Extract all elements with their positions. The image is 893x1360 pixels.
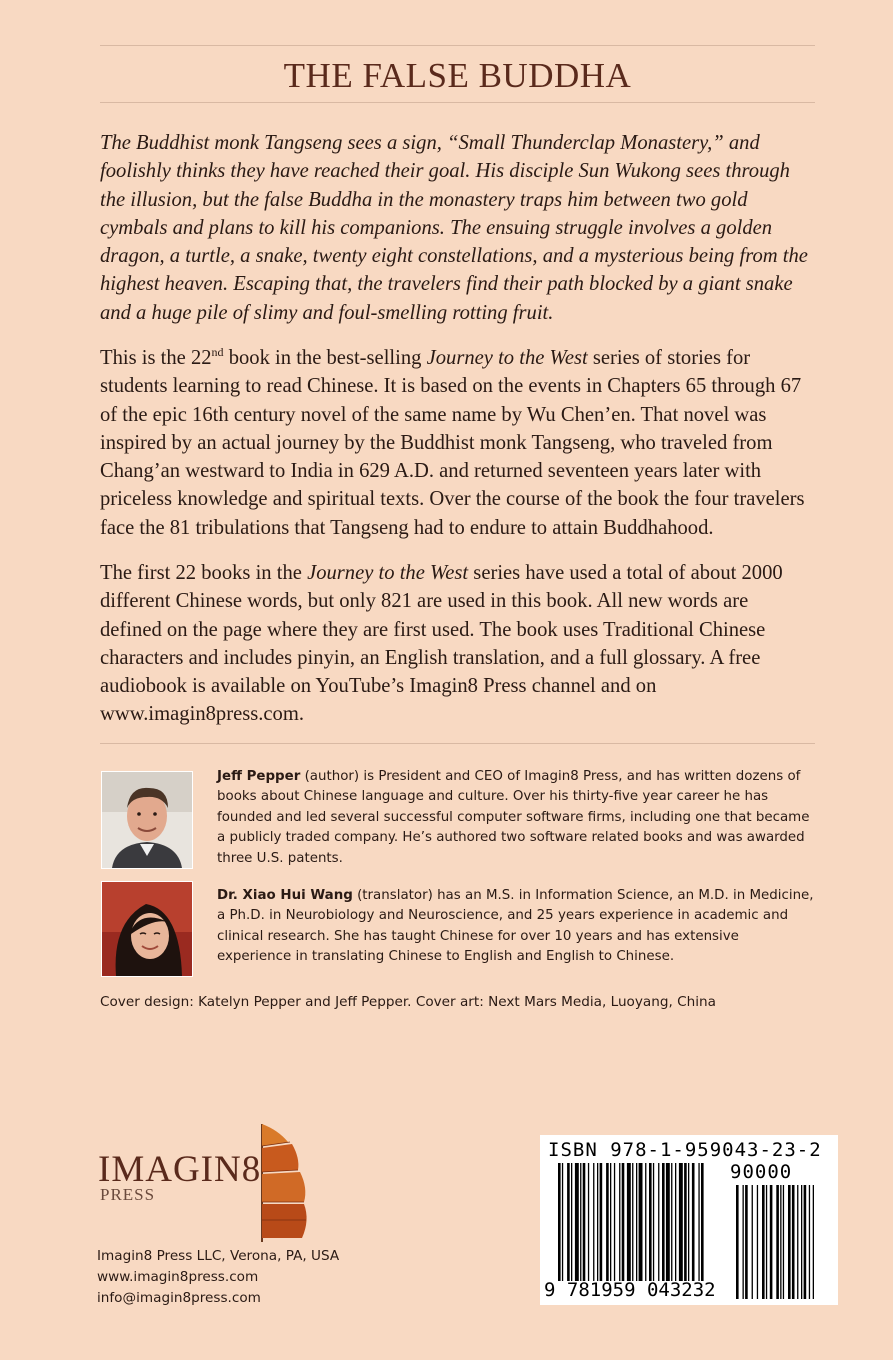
publisher-logo-sub: PRESS <box>100 1185 156 1204</box>
isbn-label: ISBN 978-1-959043-23-2 <box>548 1139 822 1161</box>
author-photo <box>101 771 193 869</box>
author-name: Jeff Pepper <box>217 769 301 784</box>
series-text-b: book in the best-selling <box>223 347 427 369</box>
synopsis-paragraph: The Buddhist monk Tangseng sees a sign, “Small Thunderclap Monastery,” and foolishly thinks they have reached their goal. His disciple Sun Wukong sees through the illusion, but the false Buddha in the monastery traps him between two gold cymbals and plans to kill his companions. The ensuing struggle involves a golden dragon, a turtle, a snake, twenty eight constellations, and a mysterious being from the highest heaven. Escaping that, the travelers find their path blocked by a giant snake and a huge pile of slimy and foul-smelling rotting fruit. <box>100 132 808 324</box>
translator-bio <box>217 886 817 968</box>
translator-bio-text: (translator) has an M.S. in Information Science, an M.D. in Medicine, a Ph.D. in Neurobiology and Neuroscience, and 25 years experience in academic and clinical research. She has taught Chinese for over 10 years and has extensive experience in translating Chinese to English and English to Chinese. <box>217 888 814 965</box>
vocab-series-name: Journey to the West <box>307 562 469 584</box>
isbn-digits: 9 781959 043232 <box>544 1279 716 1301</box>
author-bio <box>217 767 817 869</box>
series-name: Journey to the West <box>426 347 588 369</box>
author-bio-text: (author) is President and CEO of Imagin8 Press, and has written dozens of books about Chinese language and culture. Over his thirty-five year career he has founded and led several successful computer software firms, including one that became a publicly traded company. He’s authored two software related books and was awarded three U.S. patents. <box>217 769 810 866</box>
barcode-addon-number: 90000 <box>730 1161 793 1183</box>
vocab-text-b: series have used a total of about 2000 different Chinese words, but only 821 are used in this book. All new words are defined on the page where they are first used. The book uses Traditional Chinese characters and includes pinyin, an English translation, and a full glossary. A free audiobook is available on YouTube’s Imagin8 Press channel and on www.imagin8press.com. <box>100 562 783 726</box>
bio-rule <box>100 743 815 744</box>
vocab-text-a: The first 22 books in the <box>100 562 308 584</box>
cover-credit: Cover design: Katelyn Pepper and Jeff Pepper. Cover art: Next Mars Media, Luoyang, China <box>100 994 716 1010</box>
series-paragraph <box>100 344 815 542</box>
junk-sail-logo-icon <box>248 1120 310 1242</box>
top-rule <box>100 45 815 46</box>
publisher-website-link[interactable]: www.imagin8press.com <box>97 1269 259 1285</box>
publisher-address: Imagin8 Press LLC, Verona, PA, USA <box>97 1248 340 1264</box>
vocabulary-paragraph <box>100 559 815 729</box>
publisher-email-link[interactable]: info@imagin8press.com <box>97 1290 261 1306</box>
book-title: THE FALSE BUDDHA <box>283 56 632 95</box>
series-text-c: series of stories for students learning to read Chinese. It is based on the events in Chapters 65 through 67 of the epic 16th century novel of the same name by Wu Chen’en. That novel was inspired by an actual journey by the Buddhist monk Tangseng, who traveled from Chang’an westward to India in 629 A.D. and returned seventeen years later with priceless knowledge and spiritual texts. Over the course of the book the four travelers face the 81 tribulations that Tangseng had to endure to attain Buddhahood. <box>100 347 805 539</box>
translator-name: Dr. Xiao Hui Wang <box>217 888 353 903</box>
series-text-a: This is the 22 <box>100 347 212 369</box>
translator-photo <box>101 881 193 977</box>
ordinal-suffix: nd <box>211 345 224 360</box>
publisher-logo-word: IMAGIN8 <box>98 1149 262 1190</box>
title-rule <box>100 102 815 103</box>
isbn-barcode <box>540 1135 838 1305</box>
